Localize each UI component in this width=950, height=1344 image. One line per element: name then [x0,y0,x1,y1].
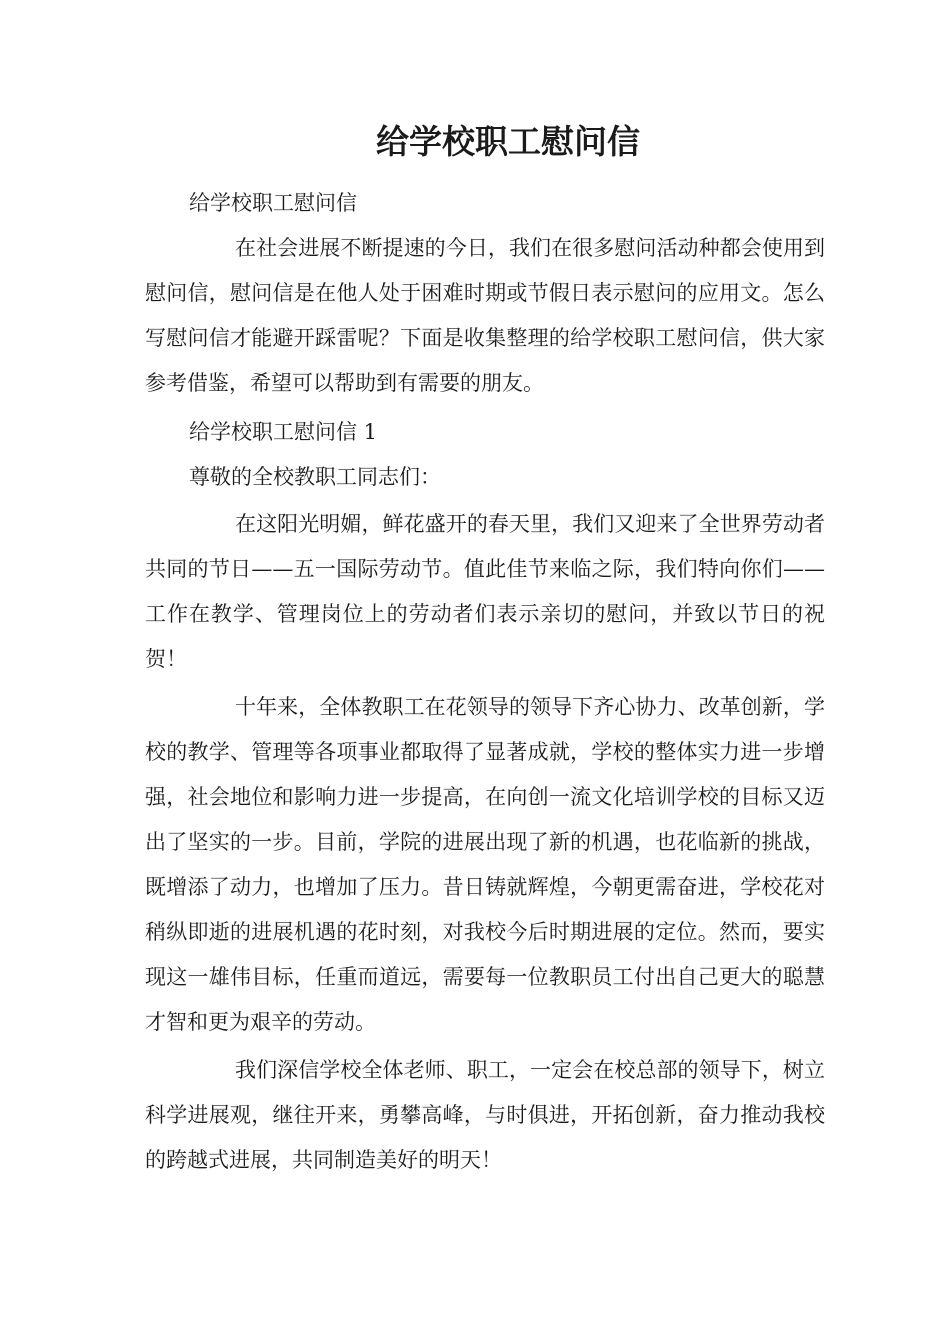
document-title: 给学校职工慰问信 [376,122,640,161]
document-subtitle: 给学校职工慰问信 [189,191,357,215]
body-paragraph-2: 十年来，全体教职工在花领导的领导下齐心协力、改革创新，学校的教学、管理等各项事业都取得了显著成就，学校的整体实力进一步增强，社会地位和影响力进一步提高，在向创一流文化培训学校的目标又迈出了坚实的一步。目前，学院的进展出现了新的机遇，也花临新的挑战，既增添了动力，也增加了压力。昔日铸就辉煌，今朝更需奋进，学校花对稍纵即逝的进展机遇的花时刻，对我校今后时期进展的定位。然而，要实现这一雄伟目标，任重而道远，需要每一位教职员工付出自己更大的聪慧才智和更为艰辛的劳动。 [145,695,825,1034]
body-paragraph-1: 在这阳光明媚，鲜花盛开的春天里，我们又迎来了全世界劳动者共同的节日——五一国际劳动节。值此佳节来临之际，我们特向你们——工作在教学、管理岗位上的劳动者们表示亲切的慰问，并致以节日的祝贺！ [145,512,825,671]
document-body [145,183,825,1183]
salutation: 尊敬的全校教职工同志们： [189,465,441,489]
intro-paragraph: 在社会进展不断提速的今日，我们在很多慰问活动种都会使用到慰问信，慰问信是在他人处于困难时期或节假日表示慰问的应用文。怎么写慰问信才能避开踩雷呢？下面是收集整理的给学校职工慰问信，供大家参考借鉴，希望可以帮助到有需要的朋友。 [145,236,825,395]
body-paragraph-3: 我们深信学校全体老师、职工，一定会在校总部的领导下，树立科学进展观，继往开来，勇攀高峰，与时俱进，开拓创新，奋力推动我校的跨越式进展，共同制造美好的明天！ [145,1058,825,1172]
section-heading: 给学校职工慰问信 1 [189,420,378,444]
